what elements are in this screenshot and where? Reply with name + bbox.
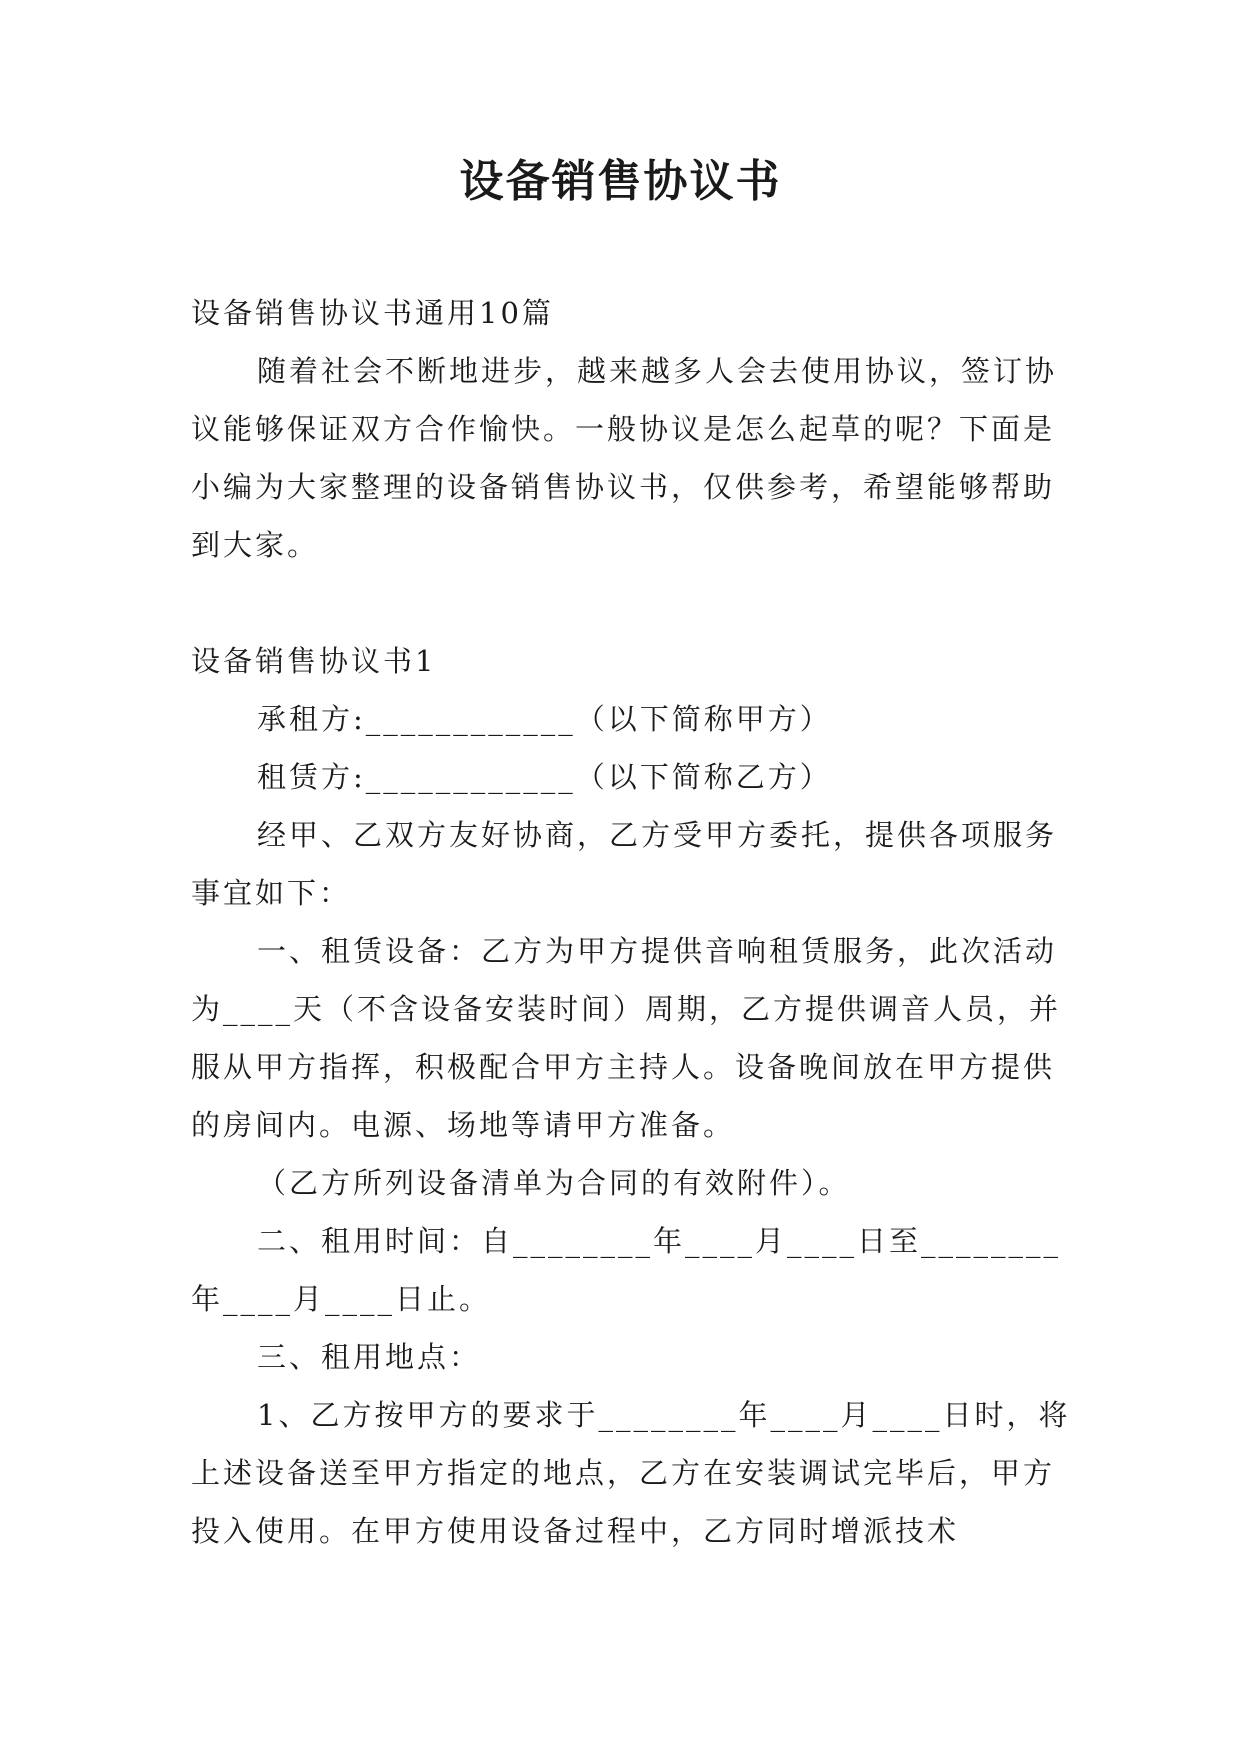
paragraph-spacer — [191, 574, 1071, 632]
lessor-line: 租赁方:____________（以下简称乙方） — [257, 760, 832, 794]
lessee-line: 承租方:____________（以下简称甲方） — [257, 702, 832, 736]
clause-3-item-1: 1、乙方按甲方的要求于________年____月____日时，将上述设备送至甲方指定的地点，乙方在安装调试完毕后，甲方投入使用。在甲方使用设备过程中，乙方同时增派技术 — [191, 1398, 1071, 1548]
document-subtitle: 设备销售协议书通用10篇 — [191, 296, 554, 330]
clause-1-paragraph: 一、租赁设备：乙方为甲方提供音响租赁服务，此次活动为____天（不含设备安装时间）周期，乙方提供调音人员，并服从甲方指挥，积极配合甲方主持人。设备晚间放在甲方提供的房间内。电源、场地等请甲方准备。 — [191, 934, 1062, 1142]
clause-3-heading: 三、租用地点： — [257, 1340, 482, 1374]
section-heading: 设备销售协议书1 — [191, 644, 437, 678]
preamble-paragraph: 经甲、乙双方友好协商，乙方受甲方委托，提供各项服务事宜如下： — [191, 818, 1058, 910]
clause-1-note: （乙方所列设备清单为合同的有效附件）。 — [257, 1166, 851, 1200]
document-title: 设备销售协议书 — [459, 156, 782, 207]
document-body — [191, 284, 1071, 1560]
clause-2-paragraph: 二、租用时间：自________年____月____日至________年____月____日止。 — [191, 1224, 1062, 1316]
intro-paragraph: 随着社会不断地进步，越来越多人会去使用协议，签订协议能够保证双方合作愉快。一般协议是怎么起草的呢？下面是小编为大家整理的设备销售协议书，仅供参考，希望能够帮助到大家。 — [191, 354, 1058, 562]
